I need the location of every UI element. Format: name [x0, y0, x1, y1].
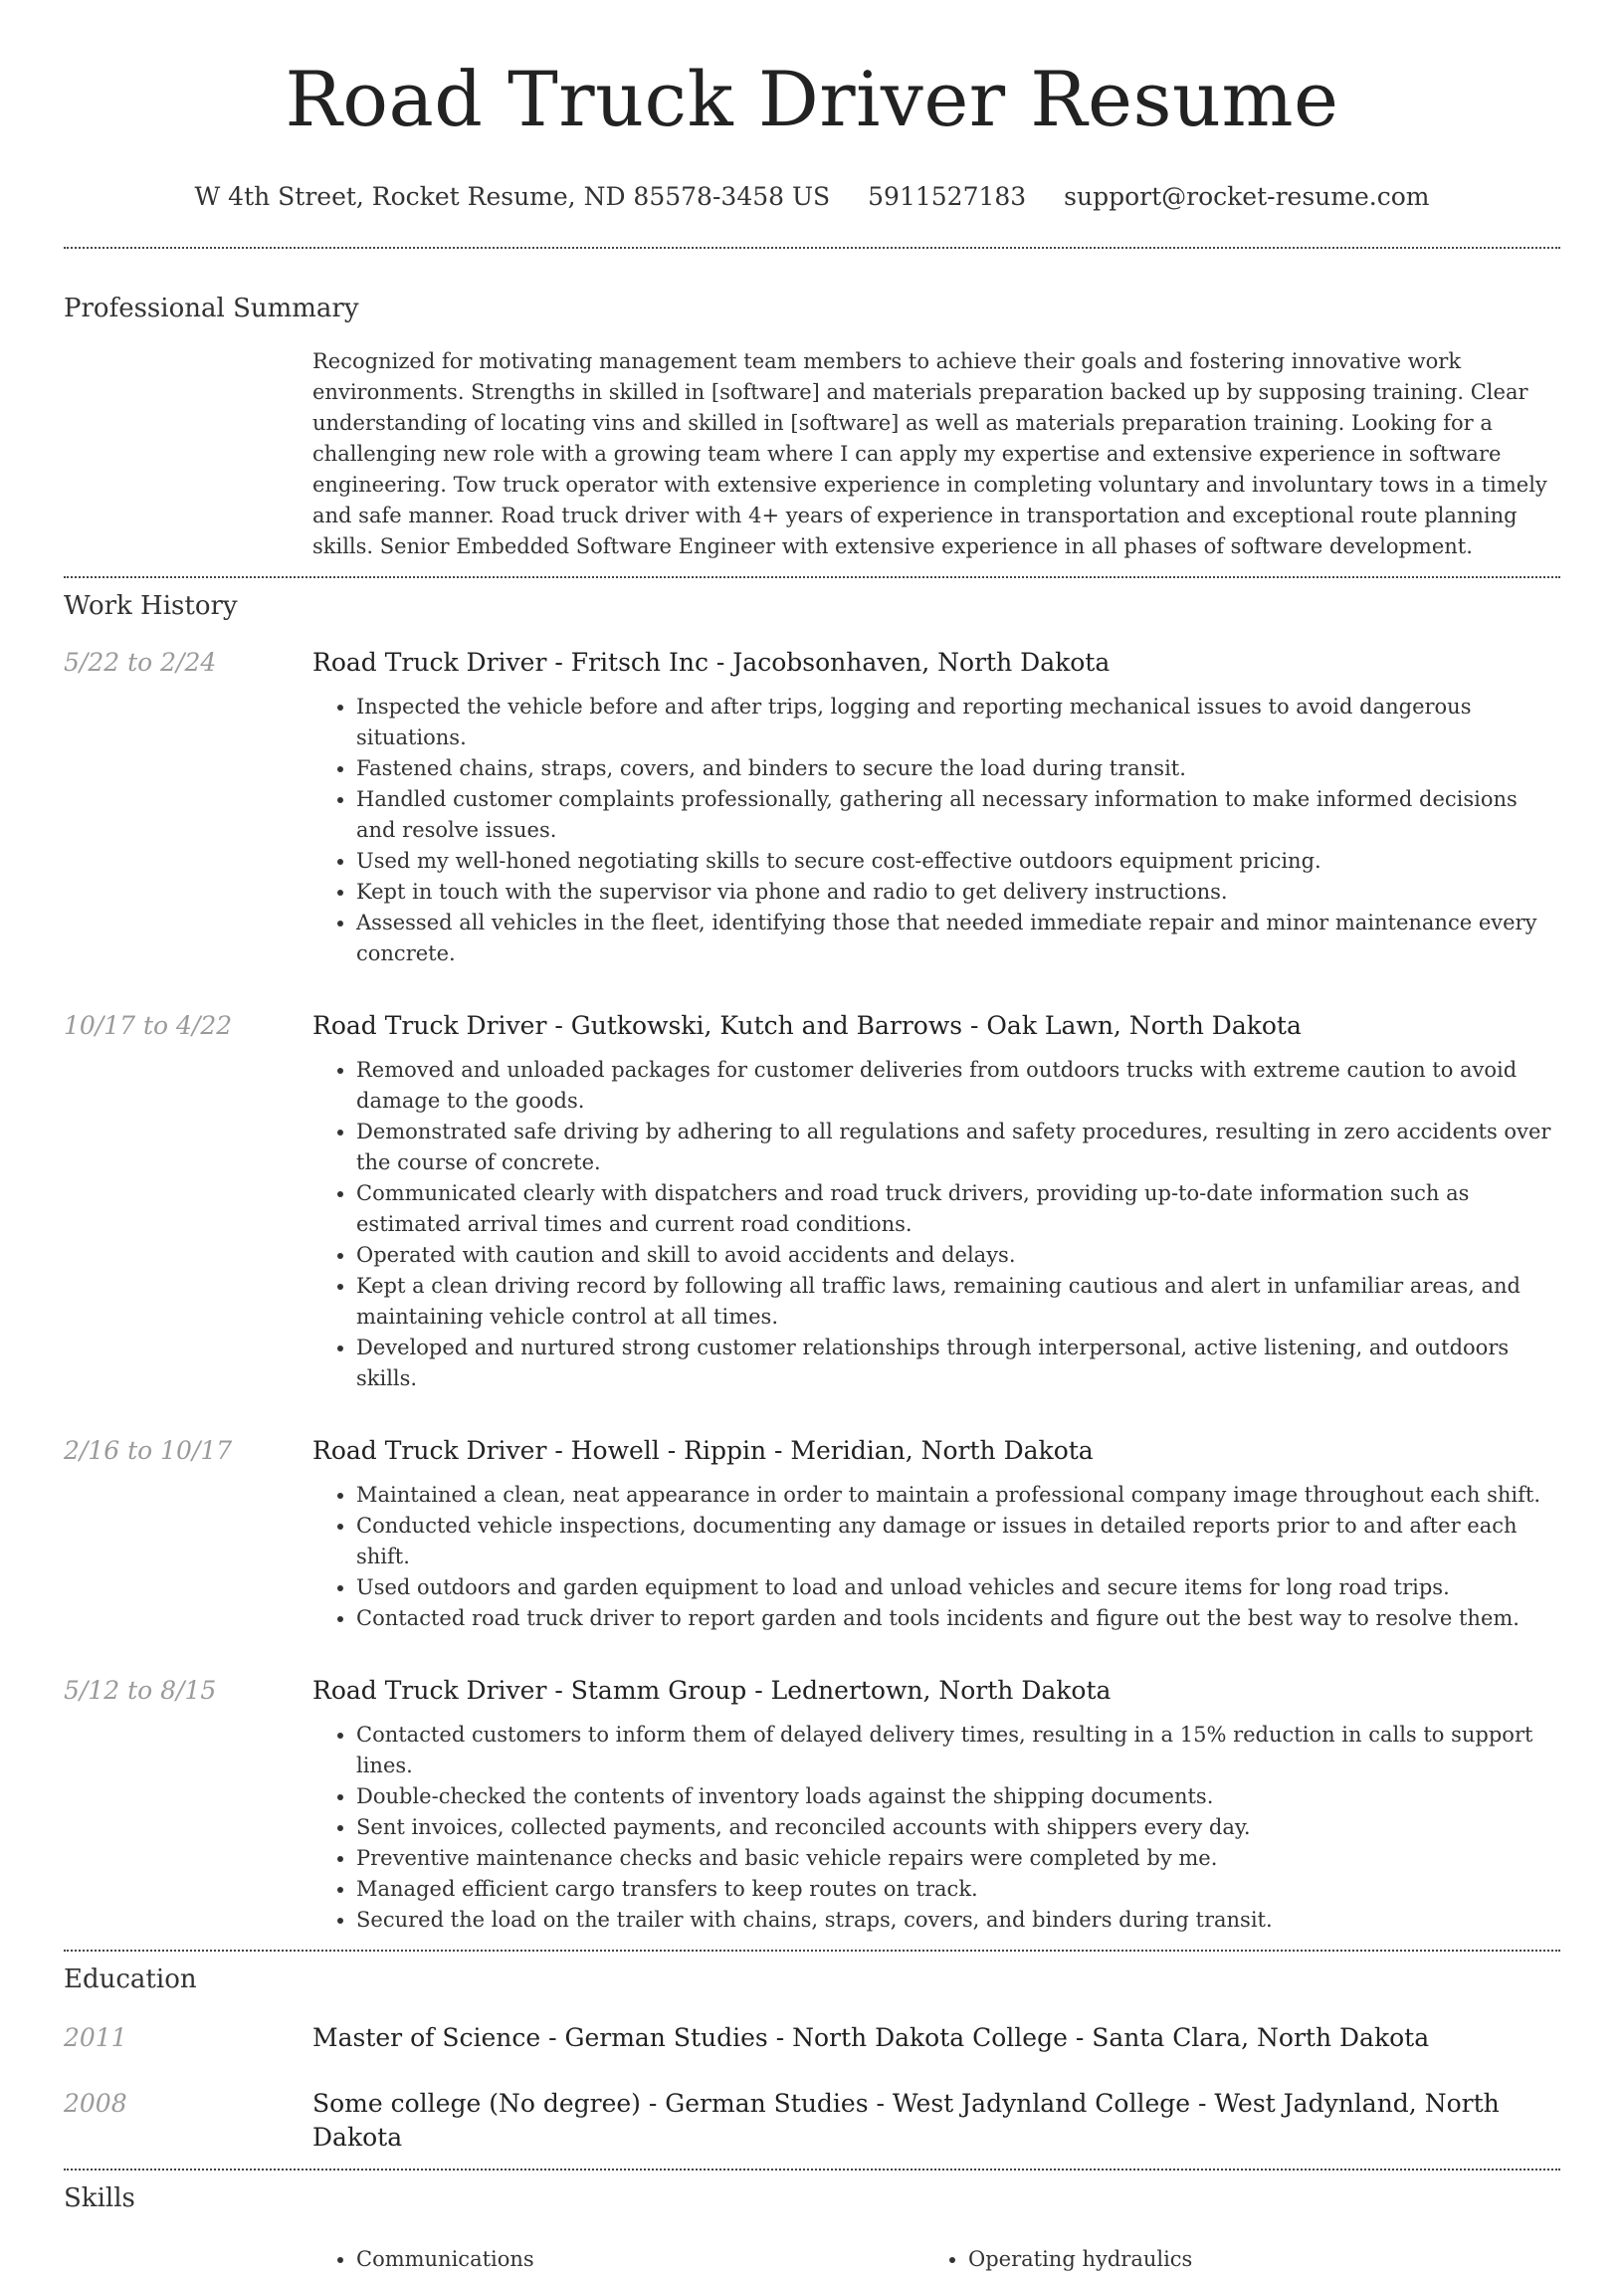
list-item: • Used my well-honed negotiating skills to secure cost-effective outdoors equipment pricing. — [356, 846, 1560, 877]
job-entry — [64, 1674, 1560, 1936]
skills-grid — [312, 2244, 1560, 2275]
education-year: 2008 — [64, 2089, 127, 2118]
job-entry — [64, 1434, 1560, 1634]
job-dates: 2/16 to 10/17 — [64, 1436, 233, 1465]
job-title: Road Truck Driver - Gutkowski, Kutch and Barrows - Oak Lawn, North Dakota — [312, 1011, 1302, 1040]
list-item: • Used outdoors and garden equipment to load and unload vehicles and secure items for long road trips. — [356, 1572, 1560, 1603]
list-item: • Kept a clean driving record by following all traffic laws, remaining cautious and alert in unfamiliar areas, and maintaining vehicle control at all times. — [356, 1271, 1560, 1333]
list-item: • Communicated clearly with dispatchers and road truck drivers, providing up-to-date information such as estimated arrival times and current road conditions. — [356, 1178, 1560, 1240]
list-item: • Inspected the vehicle before and after trips, logging and reporting mechanical issues to avoid dangerous situations. — [356, 692, 1560, 753]
list-item: • Operating hydraulics — [968, 2244, 1536, 2275]
professional-summary-section — [64, 249, 1560, 576]
list-item: • Operated with caution and skill to avoid accidents and delays. — [356, 1240, 1560, 1271]
section-title-work: Work History — [64, 591, 238, 621]
list-item: • Conducted vehicle inspections, documenting any damage or issues in detailed reports prior to and after each shift. — [356, 1511, 1560, 1572]
job-entry — [64, 1009, 1560, 1394]
job-entry — [64, 646, 1560, 969]
education-year: 2011 — [64, 2023, 127, 2052]
list-item: • Preventive maintenance checks and basic vehicle repairs were completed by me. — [356, 1843, 1560, 1874]
skills-list-right — [924, 2244, 1536, 2275]
list-item: • Double-checked the contents of inventory loads against the shipping documents. — [356, 1781, 1560, 1812]
list-item: • Fastened chains, straps, covers, and binders to secure the load during transit. — [356, 753, 1560, 784]
job-bullets — [312, 692, 1560, 969]
resume-name: Road Truck Driver Resume — [285, 55, 1339, 143]
contact-line — [64, 181, 1560, 213]
job-dates: 5/22 to 2/24 — [64, 648, 217, 677]
education-section — [64, 1952, 1560, 2169]
list-item: • Handled customer complaints professionally, gathering all necessary information to make informed decisions and resolve issues. — [356, 784, 1560, 846]
job-dates: 10/17 to 4/22 — [64, 1011, 233, 1040]
list-item: • Communications — [356, 2244, 924, 2275]
job-title: Road Truck Driver - Howell - Rippin - Meridian, North Dakota — [312, 1436, 1094, 1465]
education-title: Master of Science - German Studies - North Dakota College - Santa Clara, North Dakota — [312, 2023, 1430, 2052]
resume-header — [64, 0, 1560, 213]
list-item: • Developed and nurtured strong customer relationships through interpersonal, active listening, and outdoors skills. — [356, 1333, 1560, 1394]
education-title: Some college (No degree) - German Studies - West Jadynland College - West Jadynland, North Dakota — [312, 2089, 1500, 2152]
list-item: • Removed and unloaded packages for customer deliveries from outdoors trucks with extreme caution to avoid damage to the goods. — [356, 1055, 1560, 1117]
job-title: Road Truck Driver - Stamm Group - Lednertown, North Dakota — [312, 1676, 1112, 1705]
summary-text: Recognized for motivating management team members to achieve their goals and fostering innovative work environments. Strengths in skilled in [software] and materials preparation backed up by supposing training. Clear understanding of locating vins and skilled in [software] as well as materials preparation training. Looking for a challenging new role with a growing team where I can apply my expertise and extensive experience in software engineering. Tow truck operator with extensive experience in completing voluntary and involuntary tows in a timely and safe manner. Road truck driver with 4+ years of experience in transportation and exceptional route planning skills. Senior Embedded Software Engineer with extensive experience in all phases of software development. — [312, 349, 1547, 558]
section-title-skills: Skills — [64, 2183, 135, 2213]
list-item: • Secured the load on the trailer with chains, straps, covers, and binders during transit. — [356, 1905, 1560, 1936]
section-title-summary: Professional Summary — [64, 294, 359, 323]
skills-list-left — [312, 2244, 924, 2275]
contact-email: support@rocket-resume.com — [1064, 182, 1430, 211]
job-bullets — [312, 1720, 1560, 1936]
list-item: • Assessed all vehicles in the fleet, identifying those that needed immediate repair and minor maintenance every concrete. — [356, 908, 1560, 969]
job-dates: 5/12 to 8/15 — [64, 1676, 217, 1705]
job-bullets — [312, 1480, 1560, 1634]
education-entry — [64, 2021, 1560, 2055]
list-item: • Demonstrated safe driving by adhering to all regulations and safety procedures, resulting in zero accidents over the course of concrete. — [356, 1117, 1560, 1178]
contact-phone: 5911527183 — [868, 182, 1027, 211]
job-title: Road Truck Driver - Fritsch Inc - Jacobsonhaven, North Dakota — [312, 648, 1111, 677]
contact-address: W 4th Street, Rocket Resume, ND 85578-3458 US — [194, 182, 831, 211]
list-item: • Contacted road truck driver to report garden and tools incidents and figure out the best way to resolve them. — [356, 1603, 1560, 1634]
education-entry — [64, 2087, 1560, 2155]
skills-section — [64, 2171, 1560, 2275]
list-item: • Managed efficient cargo transfers to keep routes on track. — [356, 1874, 1560, 1905]
section-title-education: Education — [64, 1965, 197, 1994]
work-history-section — [64, 578, 1560, 1950]
list-item: • Kept in touch with the supervisor via phone and radio to get delivery instructions. — [356, 877, 1560, 908]
list-item: • Maintained a clean, neat appearance in order to maintain a professional company image throughout each shift. — [356, 1480, 1560, 1511]
list-item: • Sent invoices, collected payments, and reconciled accounts with shippers every day. — [356, 1812, 1560, 1843]
list-item: • Contacted customers to inform them of delayed delivery times, resulting in a 15% reduction in calls to support lines. — [356, 1720, 1560, 1781]
job-bullets — [312, 1055, 1560, 1394]
